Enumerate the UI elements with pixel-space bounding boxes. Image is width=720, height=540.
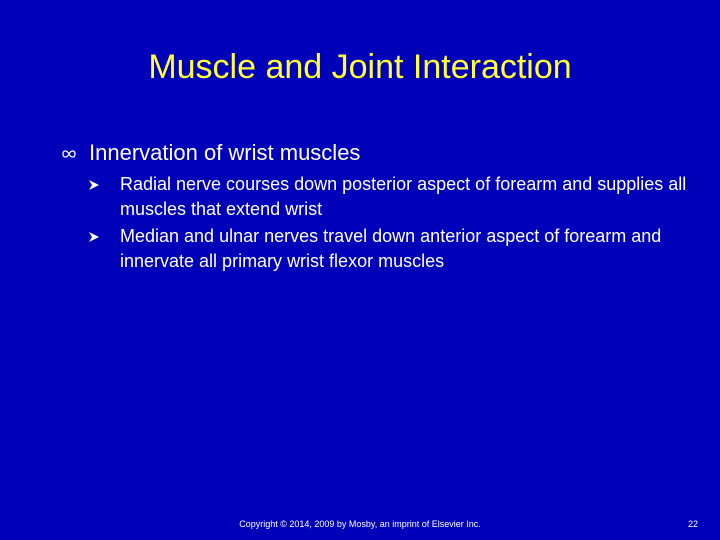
sub-bullet-text: Radial nerve courses down posterior aspect of forearm and supplies all muscles that extend wrist xyxy=(120,174,687,219)
page-number: 22 xyxy=(687,519,698,529)
arrowhead-bullet-icon xyxy=(88,231,100,243)
main-bullet-text: Innervation of wrist muscles xyxy=(89,140,361,165)
infinity-bullet-icon xyxy=(58,147,80,161)
copyright-footer: Copyright © 2014, 2009 by Mosby, an imprint of Elsevier Inc. xyxy=(239,519,481,529)
sub-bullet-text: Median and ulnar nerves travel down anterior aspect of forearm and innervate all primary wrist flexor muscles xyxy=(120,226,662,271)
arrowhead-bullet-icon xyxy=(88,179,100,191)
slide-title: Muscle and Joint Interaction xyxy=(148,48,572,86)
